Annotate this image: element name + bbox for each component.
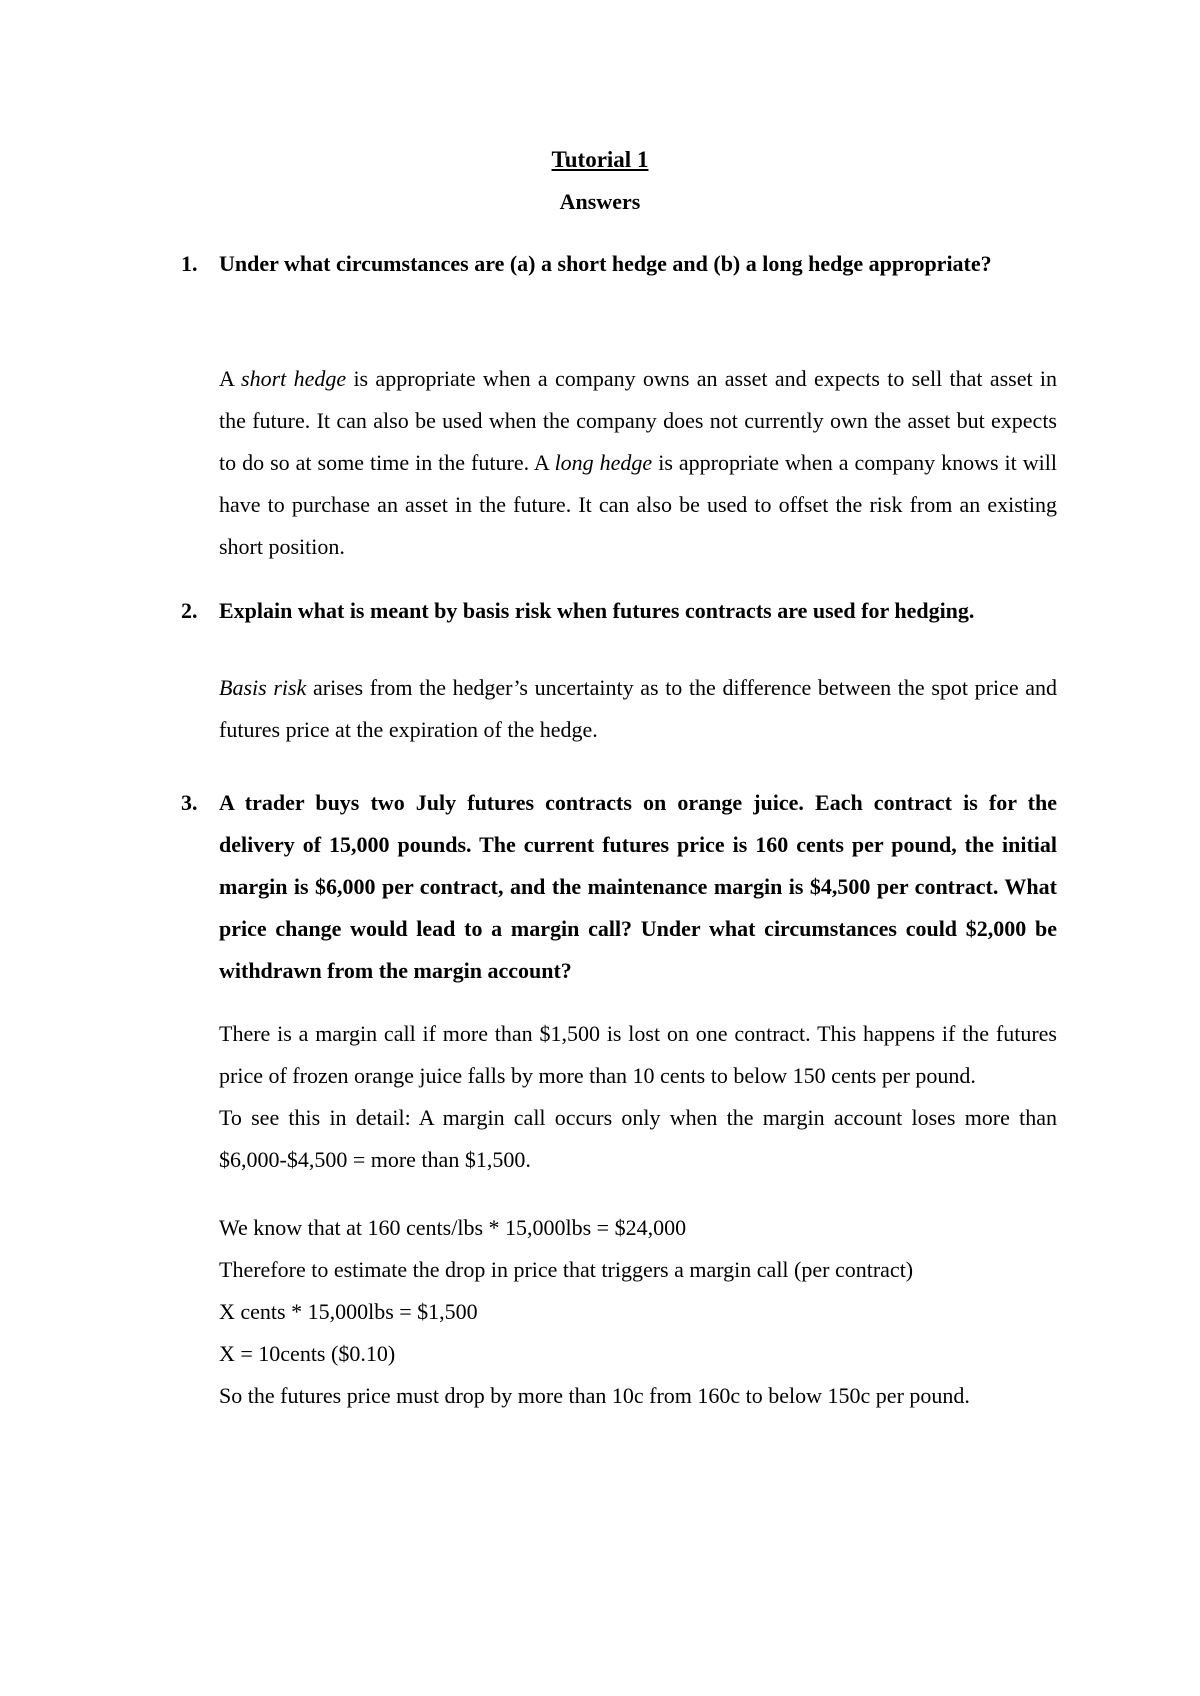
question-1-number: 1. bbox=[181, 251, 198, 276]
answer-2 bbox=[219, 667, 1057, 751]
document-title: Tutorial 1 bbox=[551, 147, 649, 172]
answer-3-calculation bbox=[219, 1207, 1057, 1417]
document-subtitle: Answers bbox=[559, 189, 641, 214]
answer-2-term-basis-risk: Basis risk bbox=[219, 675, 307, 700]
answer-3 bbox=[219, 1013, 1057, 1181]
question-3-number: 3. bbox=[181, 790, 198, 815]
question-3-text: A trader buys two July futures contracts on orange juice. Each contract is for the delivery of 15,000 pounds. The current futures price is 160 cents per pound, the initial margin is $6,000 per contract, and the maintenance margin is $4,500 per contract. What price change would lead to a margin call? Under what circumstances could $2,000 be withdrawn from the margin account? bbox=[219, 790, 1057, 983]
question-2-text: Explain what is meant by basis risk when futures contracts are used for hedging. bbox=[219, 598, 975, 623]
answer-3-paragraph: There is a margin call if more than $1,500 is lost on one contract. This happens if the futures price of frozen orange juice falls by more than 10 cents to below 150 cents per pound. bbox=[219, 1021, 1057, 1088]
answer-1-term-short-hedge: short hedge bbox=[241, 366, 347, 391]
calculation-line-3: X cents * 15,000lbs = $1,500 bbox=[219, 1299, 478, 1324]
calculation-line-5: So the futures price must drop by more than 10c from 160c to below 150c per pound. bbox=[219, 1383, 970, 1408]
question-1-text: Under what circumstances are (a) a short hedge and (b) a long hedge appropriate? bbox=[219, 251, 992, 276]
answer-2-text: arises from the hedger’s uncertainty as to the difference between the spot price and futures price at the expiration of the hedge. bbox=[219, 675, 1058, 742]
question-2-number: 2. bbox=[181, 598, 198, 623]
calculation-line-4: X = 10cents ($0.10) bbox=[219, 1341, 396, 1366]
calculation-line-1: We know that at 160 cents/lbs * 15,000lbs = $24,000 bbox=[219, 1215, 687, 1240]
calculation-line-2: Therefore to estimate the drop in price that triggers a margin call (per contract) bbox=[219, 1257, 914, 1282]
answer-1-short-hedge-text: is appropriate when a company owns an asset and expects to sell that asset in the future. It can also be used when the company does not currently own the asset but expects to do so at some time in the future. A bbox=[219, 366, 1058, 475]
answer-1-article: A bbox=[219, 366, 234, 391]
answer-3-detail: To see this in detail: A margin call occurs only when the margin account loses more than $6,000-$4,500 = more than $1,500. bbox=[219, 1105, 1057, 1172]
answer-1 bbox=[219, 358, 1057, 568]
answer-1-term-long-hedge: long hedge bbox=[554, 450, 653, 475]
answer-1-long-hedge-text: is appropriate when a company knows it will have to purchase an asset in the future. It can also be used to offset the risk from an existing short position. bbox=[219, 450, 1057, 559]
